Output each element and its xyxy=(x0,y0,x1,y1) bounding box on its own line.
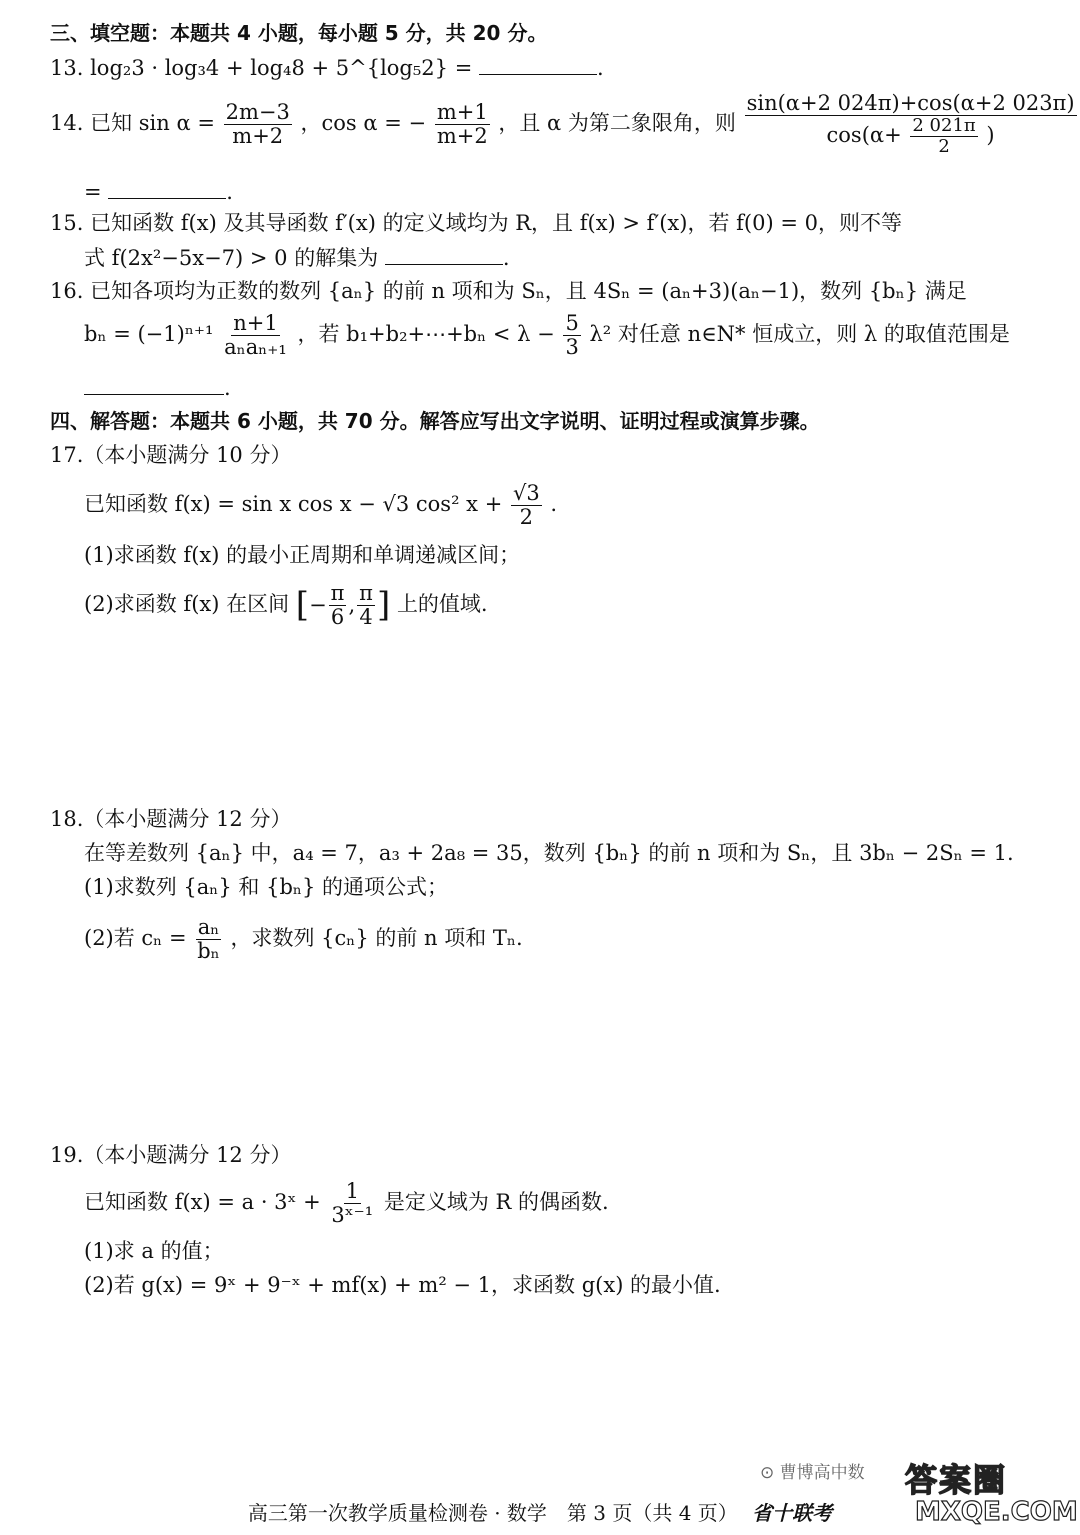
q14-big-den-post: ) xyxy=(986,122,995,147)
q14-f1-den: m+2 xyxy=(232,123,284,148)
q15-number: 15. xyxy=(50,211,84,235)
q16-l2-pre: bₙ = (−1)ⁿ⁺¹ xyxy=(84,322,214,347)
q13-period: . xyxy=(596,56,604,80)
q16-line-1: 已知各项均为正数的数列 {aₙ} 的前 n 项和为 Sₙ，且 4Sₙ = (aₙ+3)(aₙ−1)，数列 {bₙ} 满足 xyxy=(90,279,967,303)
q17-p2-pre: (2)求函数 f(x) 在区间 xyxy=(84,592,290,617)
q15-line-2: 式 f(2x²−5x−7) > 0 的解集为 xyxy=(84,246,379,270)
q16-f1-den: aₙaₙ₊₁ xyxy=(224,335,287,360)
q14-f2-num: m+1 xyxy=(436,99,488,124)
q15-answer-blank xyxy=(385,246,503,265)
q16-f1-num: n+1 xyxy=(233,311,278,335)
q14-inner-den: 2 xyxy=(938,135,950,157)
q16-fraction-1 xyxy=(222,312,289,359)
q15-line-2-wrap xyxy=(84,246,510,270)
q16-period: . xyxy=(224,376,231,400)
q15-line-1: 已知函数 f(x) 及其导函数 f′(x) 的定义域均为 R，且 f(x) > f′(x)，若 f(0) = 0，则不等 xyxy=(90,211,902,235)
q16-answer-blank xyxy=(84,376,224,395)
q14-inner-num: 2 021π xyxy=(912,115,976,137)
q19-fraction xyxy=(329,1180,375,1227)
question-14 xyxy=(50,92,1079,157)
q14-number: 14. xyxy=(50,110,84,135)
q14-big-den-pre: cos(α+ xyxy=(826,122,902,147)
left-bracket: [ xyxy=(295,584,310,625)
q18-header: 18.（本小题满分 12 分） xyxy=(50,807,292,831)
q19-frac-num: 1 xyxy=(345,1179,359,1203)
q14-f1-num: 2m−3 xyxy=(225,99,290,124)
q14-fraction-1 xyxy=(224,101,292,148)
q16-line-2 xyxy=(84,312,1010,359)
q16-l2-post: λ² 对任意 n∈N* 恒成立，则 λ 的取值范围是 xyxy=(589,322,1010,347)
q18-part-1: (1)求数列 {aₙ} 和 {bₙ} 的通项公式； xyxy=(84,875,449,899)
q17-b-num: π xyxy=(359,581,373,605)
watermark-url: MXQE.COM xyxy=(915,1497,1078,1527)
q16-line-3 xyxy=(84,376,231,400)
q14-big-den xyxy=(825,116,997,157)
q18-part-2 xyxy=(84,916,523,963)
question-16 xyxy=(50,280,967,303)
q16-l2-mid: ，若 b₁+b₂+⋯+bₙ < λ − xyxy=(297,322,555,347)
q19-stem-pre: 已知函数 f(x) = a · 3ˣ + xyxy=(84,1190,321,1215)
footer-text: 高三第一次教学质量检测卷 · 数学 第 3 页（共 4 页） xyxy=(247,1501,738,1525)
q19-stem-post: 是定义域为 R 的偶函数. xyxy=(383,1190,609,1215)
q14-mid: ，cos α = − xyxy=(300,110,427,135)
question-13 xyxy=(50,56,604,80)
q18-fraction xyxy=(195,916,222,963)
footer-brand: 省十联考 xyxy=(752,1501,833,1525)
wechat-icon: ⊙ xyxy=(760,1463,775,1483)
minus-sign: − xyxy=(309,593,327,618)
q18-p2-pre: (2)若 cₙ = xyxy=(84,926,187,951)
q14-condition: ，且 α 为第二象限角，则 xyxy=(498,110,736,135)
q17-a-den: 6 xyxy=(330,605,345,630)
q17-header: 17.（本小题满分 10 分） xyxy=(50,443,292,467)
q14-prefix: 已知 sin α = xyxy=(90,110,215,135)
q17-interval-b xyxy=(357,582,375,629)
q17-stem xyxy=(84,482,557,529)
q14-f2-den: m+2 xyxy=(436,123,488,148)
q17-frac-num: √3 xyxy=(512,481,540,505)
q17-stem-pre: 已知函数 f(x) = sin x cos x − √3 cos² x + xyxy=(84,492,503,517)
wechat-account-watermark xyxy=(760,1458,865,1483)
q13-answer-blank xyxy=(479,56,597,75)
q17-stem-fraction xyxy=(511,482,542,529)
q17-frac-den: 2 xyxy=(519,505,534,530)
q14-equals: = xyxy=(84,180,102,204)
q16-f2-den: 3 xyxy=(565,335,579,360)
q16-number: 16. xyxy=(50,279,84,303)
q14-inner-fraction xyxy=(910,116,977,157)
q19-header: 19.（本小题满分 12 分） xyxy=(50,1143,292,1167)
q14-big-fraction xyxy=(745,92,1077,157)
q17-part-2 xyxy=(84,582,488,629)
q17-b-den: 4 xyxy=(359,605,373,630)
watermark-account: 曹博高中数 xyxy=(779,1463,865,1483)
q18-frac-den: bₙ xyxy=(197,939,220,964)
q19-part-2: (2)若 g(x) = 9ˣ + 9⁻ˣ + mf(x) + m² − 1，求函数 g(x) 的最小值. xyxy=(84,1273,721,1297)
q19-frac-den: 3ˣ⁻¹ xyxy=(331,1203,374,1228)
watermark-logo: 答案圈 xyxy=(905,1461,1008,1499)
section-4-title: 四、解答题：本题共 6 小题，共 70 分。解答应写出文字说明、证明过程或演算步骤。 xyxy=(50,409,820,433)
q14-line-2 xyxy=(84,180,233,204)
comma: , xyxy=(348,593,356,618)
q16-fraction-2 xyxy=(563,312,580,359)
q13-expression: log₂3 · log₃4 + log₄8 + 5^{log₅2} = xyxy=(90,56,473,80)
q17-a-num: π xyxy=(330,581,345,605)
q17-stem-post: . xyxy=(550,492,558,517)
q14-answer-blank xyxy=(108,180,226,199)
q14-big-num: sin(α+2 024π)+cos(α+2 023π) xyxy=(746,91,1075,115)
q13-number: 13. xyxy=(50,56,84,80)
q19-stem xyxy=(84,1180,609,1227)
q17-p2-post: 上的值域. xyxy=(396,592,488,617)
q15-period: . xyxy=(502,246,510,270)
right-bracket: ] xyxy=(376,584,391,625)
q19-part-1: (1)求 a 的值； xyxy=(84,1239,224,1263)
q18-stem: 在等差数列 {aₙ} 中，a₄ = 7，a₃ + 2a₈ = 35，数列 {bₙ} 的前 n 项和为 Sₙ，且 3bₙ − 2Sₙ = 1. xyxy=(84,841,1014,865)
section-3-title: 三、填空题：本题共 4 小题，每小题 5 分，共 20 分。 xyxy=(50,21,548,45)
q14-period: . xyxy=(226,180,233,204)
question-15 xyxy=(50,212,902,235)
q16-f2-num: 5 xyxy=(565,311,579,335)
q18-p2-post: ，求数列 {cₙ} 的前 n 项和 Tₙ. xyxy=(230,926,523,951)
q14-fraction-2 xyxy=(435,101,490,148)
q17-interval-a xyxy=(329,582,347,629)
q18-frac-num: aₙ xyxy=(197,915,220,939)
q17-part-1: (1)求函数 f(x) 的最小正周期和单调递减区间； xyxy=(84,543,521,567)
